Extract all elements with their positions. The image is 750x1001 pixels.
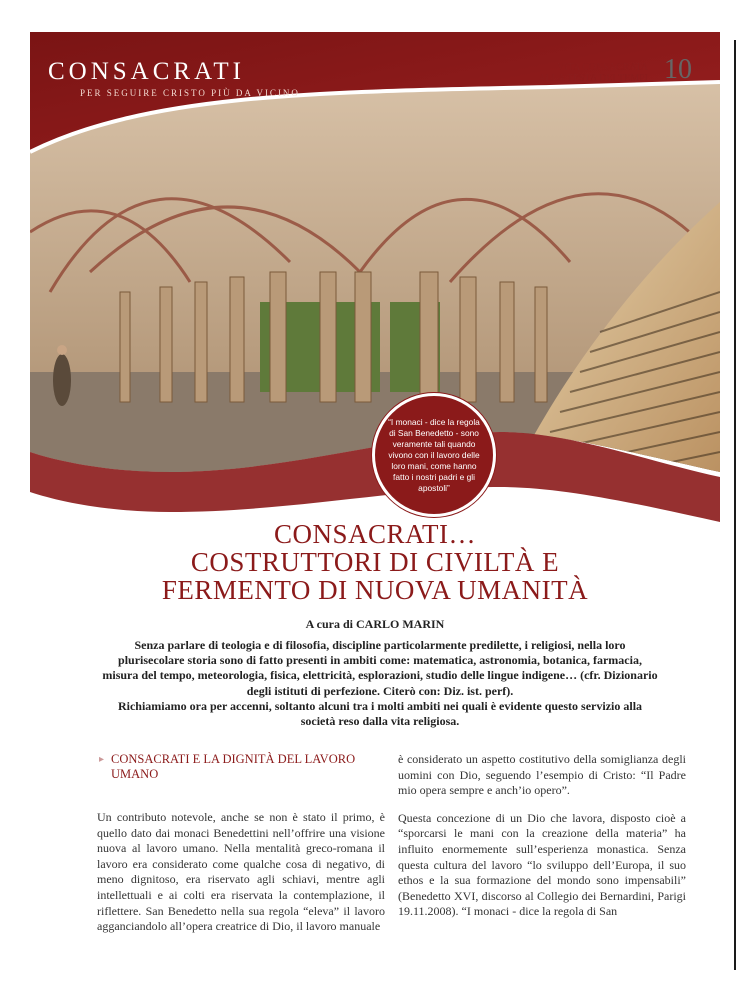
body-paragraph: Un contributo notevole, anche se non è stato il primo, è quello dato dai monaci Benedettini nell’offrire una visione nuova al lavoro umano. Nella mentalità greco-romana il lavoro era considerato come qualche cosa di negativo, di meno dignitoso, era riservato agli schiavi, mentre agli intellettuali e ai colti era riservata la contemplazione, il riflettere. San Benedetto nella sua regola “eleva” il lavoro agganciandolo all’opera creatrice di Dio, il lavoro manuale <box>97 810 385 934</box>
intro-paragraph <box>100 638 660 729</box>
logo-tagline: PER SEGUIRE CRISTO PIÙ DA VICINO <box>80 88 300 98</box>
arrow-icon: ▸ <box>99 754 105 765</box>
pull-quote: “I monaci - dice la regola di San Benedetto - sono veramente tali quando vivono con il lavoro delle loro mani, come hanno fatto i nostri padri e gli apostoli” <box>372 393 496 517</box>
subhead-text: CONSACRATI E LA DIGNITÀ DEL LAVORO UMANO <box>111 752 356 781</box>
section-label <box>538 62 648 84</box>
section-label-line2: ALLA TESTA DEI TEMPI <box>538 73 648 84</box>
column-right <box>398 752 686 932</box>
title-line-3: FERMENTO DI NUOVA UMANITÀ <box>161 575 589 605</box>
page-number: 10 <box>664 54 692 85</box>
author-credit: A cura di CARLO MARIN <box>305 617 445 631</box>
section-label-line1: VITA CONSACRATA <box>557 62 648 73</box>
column-left <box>97 752 385 947</box>
intro-text-1: Senza parlare di teologia e di filosofia, discipline particolarmente predilette, i religiosi, nella loro plurisecolare storia sono di fatto presenti in ambiti come: matematica, astronomia, botanica, farmacia, misura del tempo, meteorologia, fisica, elettricità, esplorazioni, studio delle lingue indigene… (cfr. Dizionario degli istituti di perfezione. Citerò con: Diz. ist. perf). <box>102 638 658 698</box>
body-paragraph: è considerato un aspetto costitutivo della somiglianza degli uomini con Dio, seguendo l’esempio di Cristo: “Il Padre mio opera sempre e anch’io opero”. <box>398 752 686 798</box>
article-title <box>0 520 750 604</box>
magazine-logo: CONSACRATI <box>48 58 245 85</box>
body-paragraph: Questa concezione di un Dio che lavora, disposto cioè a “sporcarsi le mani con la creazione della materia” ha influito enormemente sull’esperienza monastica. Senza questa cultura del lavoro “lo sviluppo dell’Europa, il suo ethos e la sua formazione del mondo sono impensabili” (Benedetto XVI, discorso al Collegio dei Bernardini, Parigi 19.11.2008). “I monaci - dice la regola di San <box>398 810 686 919</box>
title-line-2: COSTRUTTORI DI CIVILTÀ E <box>190 547 560 577</box>
section-subhead <box>97 752 385 782</box>
title-line-1: CONSACRATI… <box>273 519 477 549</box>
intro-text-2: Richiamiamo ora per accenni, soltanto alcuni tra i molti ambiti nei quali è evidente questo servizio alla società reso dalla vita religiosa. <box>117 698 643 729</box>
page-edge <box>734 40 736 970</box>
